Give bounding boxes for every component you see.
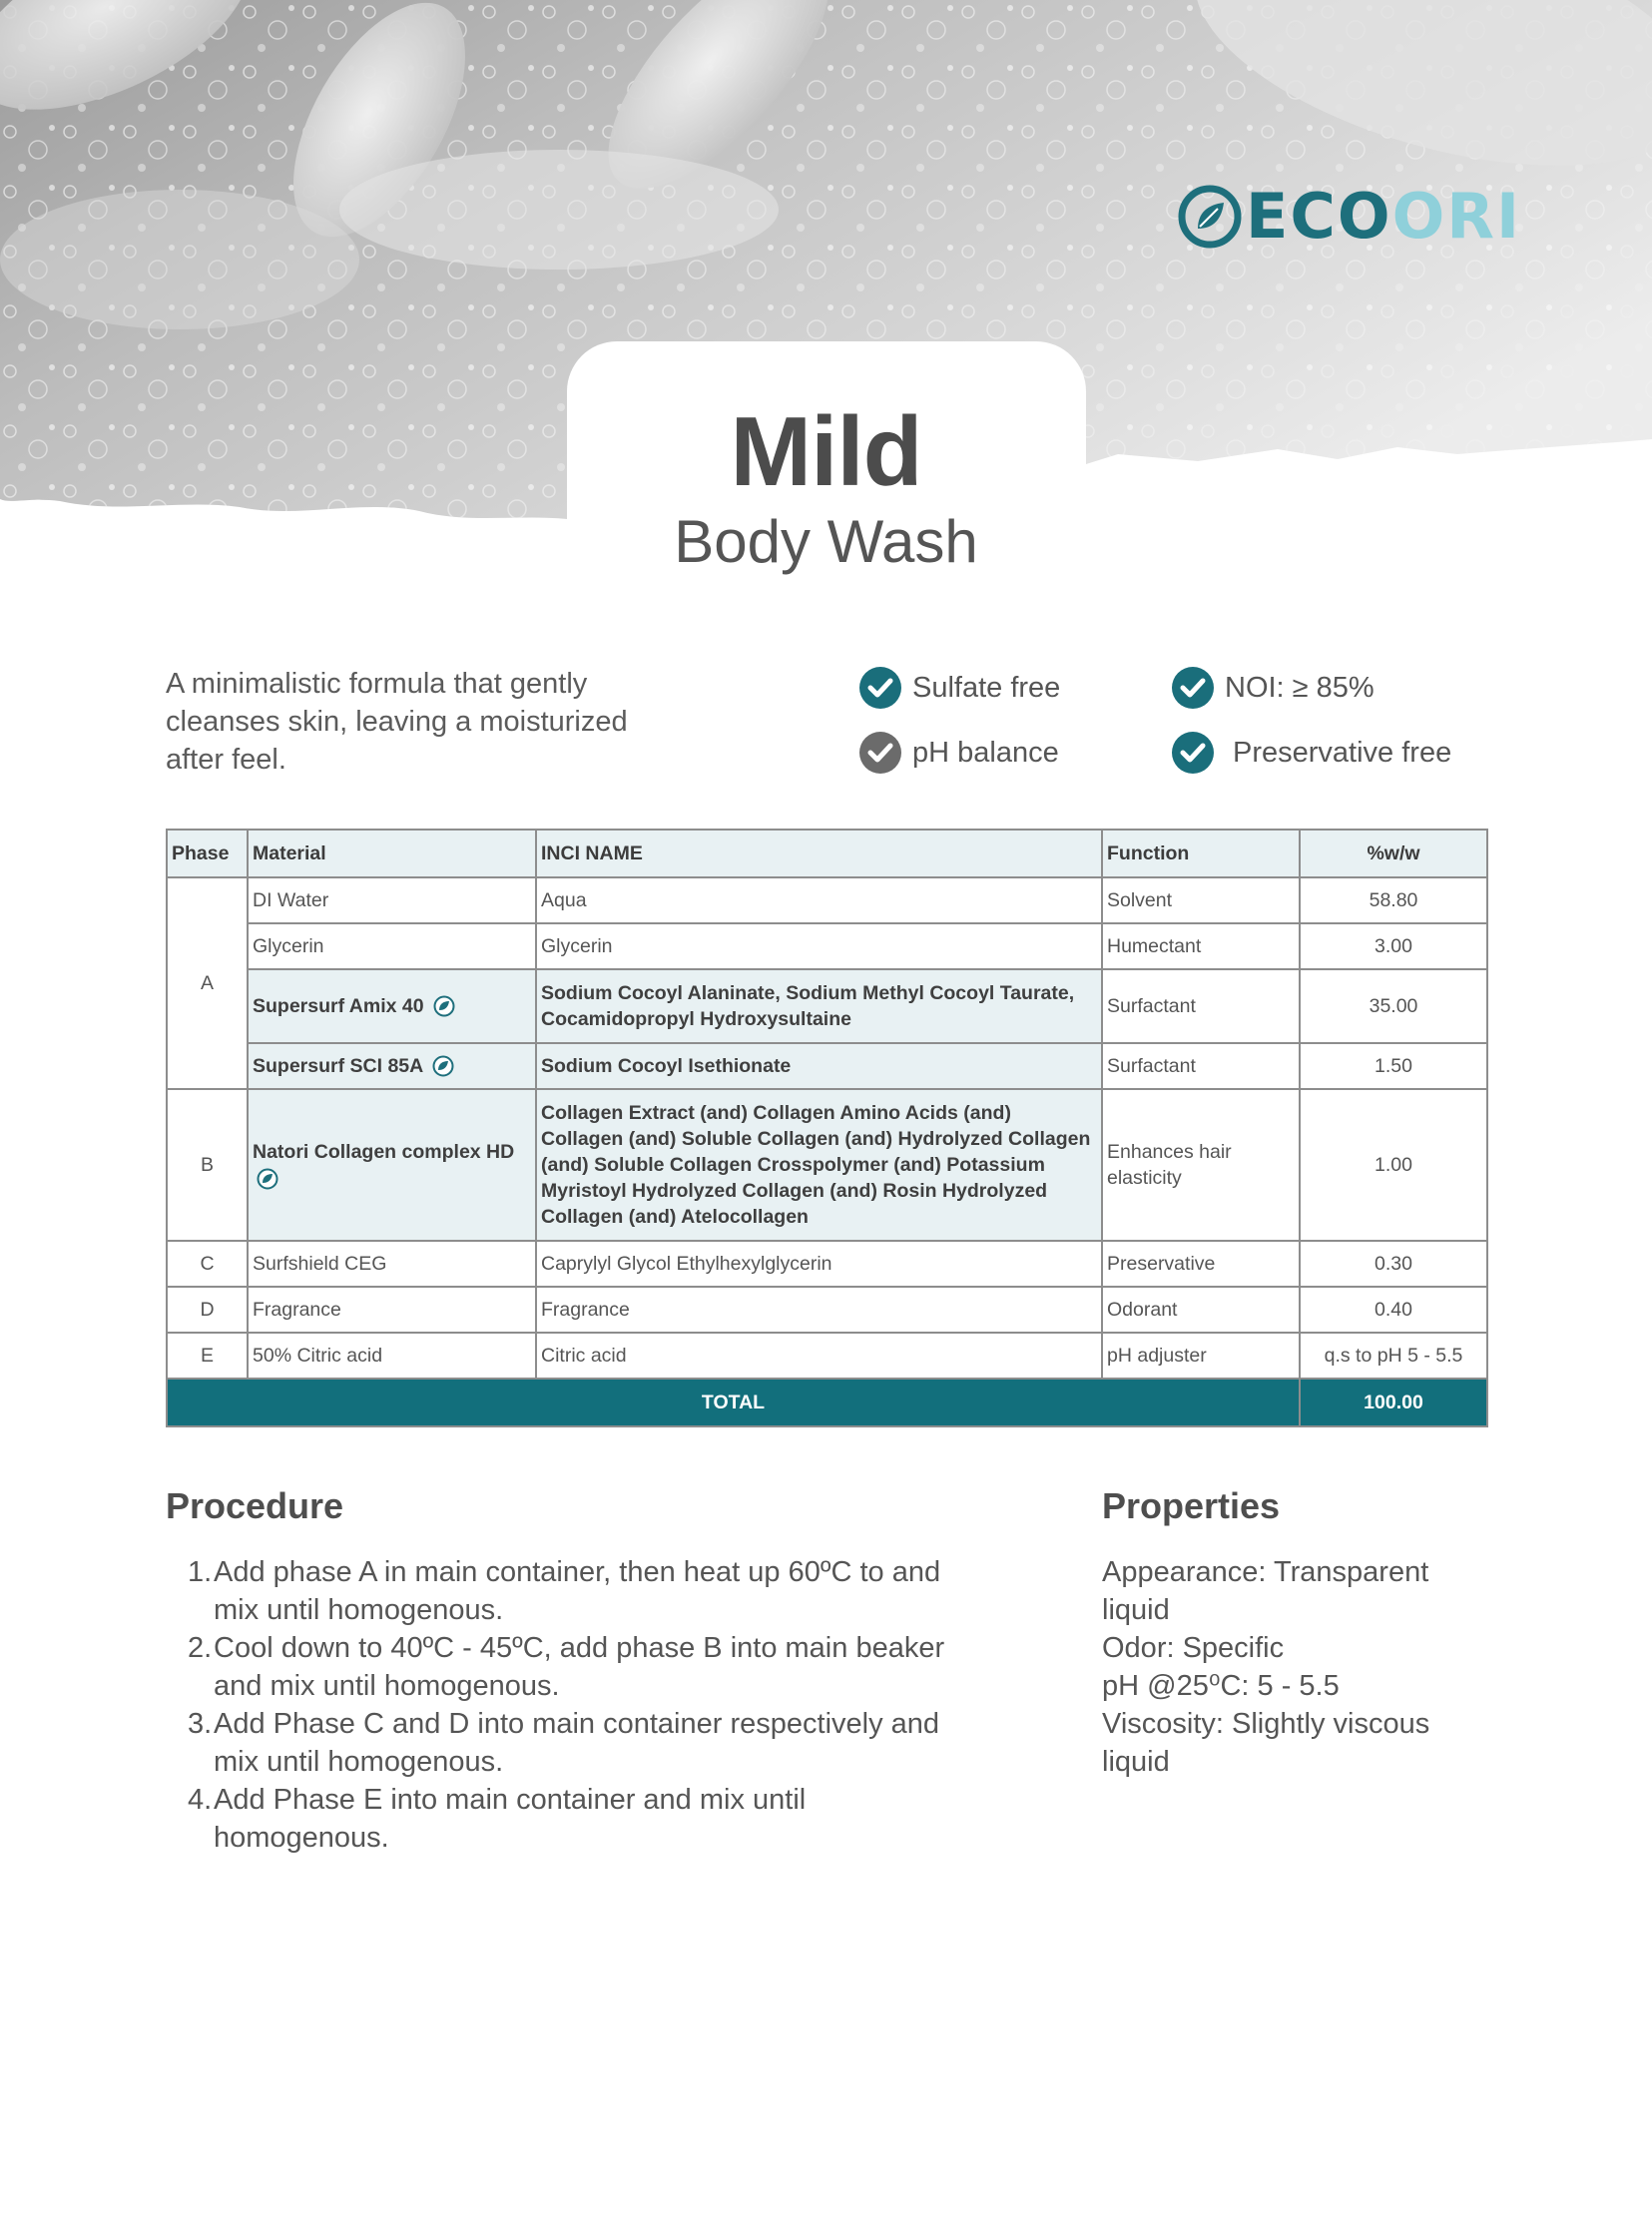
badge-label: Preservative free [1233,736,1452,769]
inci-cell: Collagen Extract (and) Collagen Amino Acids (and) Collagen (and) Soluble Collagen (and) Hydrolyzed Collagen (and) Soluble Collagen Crosspolymer (and) Potassium Myristoyl Hydrolyzed Collagen (and) Rosin Hydrolyzed Collagen (and) Atelocollagen [536,1089,1102,1241]
phase-cell: C [167,1241,248,1287]
table-row [167,1333,1487,1379]
total-row [167,1379,1487,1426]
header-function: Function [1102,830,1300,877]
check-circle-icon [858,666,902,710]
function-cell: Enhances hair elasticity [1102,1089,1300,1241]
step-number: 1. [188,1556,213,1588]
check-circle-icon [1171,666,1215,710]
percent-cell: 3.00 [1300,923,1487,969]
function-cell: Surfactant [1102,1043,1300,1089]
badge-label: Sulfate free [912,671,1061,704]
material-name: Supersurf SCI 85A [253,1054,423,1077]
percent-cell: 1.50 [1300,1043,1487,1089]
property-odor: Odor: Specific [1102,1632,1285,1664]
function-cell: Preservative [1102,1241,1300,1287]
table-row [167,923,1487,969]
material-cell: DI Water [248,877,536,923]
phase-cell: A [167,877,248,1089]
material-cell: Surfshield CEG [248,1241,536,1287]
step-text: Add Phase E into main container and mix until homogenous. [214,1784,807,1854]
badge-ph-balance [858,731,1059,775]
leaf-icon [432,1055,454,1077]
table-row [167,1287,1487,1333]
badge-label: pH balance [912,736,1059,769]
function-cell: Solvent [1102,877,1300,923]
material-cell: Fragrance [248,1287,536,1333]
header-percent: %w/w [1300,830,1487,877]
function-cell: Odorant [1102,1287,1300,1333]
badge-preservative-free [1171,731,1451,775]
procedure-step [188,1553,966,1629]
percent-cell: 1.00 [1300,1089,1487,1241]
inci-cell: Caprylyl Glycol Ethylhexylglycerin [536,1241,1102,1287]
percent-cell: 0.40 [1300,1287,1487,1333]
property-ph: pH @25⁰C: 5 - 5.5 [1102,1670,1340,1702]
step-text: Add phase A in main container, then heat up 60ºC to and mix until homogenous. [214,1556,941,1626]
procedure-heading: Procedure [166,1485,344,1526]
properties-heading: Properties [1102,1485,1281,1526]
percent-cell: 58.80 [1300,877,1487,923]
step-number: 4. [188,1784,213,1816]
function-cell: Humectant [1102,923,1300,969]
product-subtitle: Body Wash [674,508,978,575]
table-row [167,877,1487,923]
material-cell: Glycerin [248,923,536,969]
intro-text: A minimalistic formula that gently cleanses skin, leaving a moisturized after feel. [166,668,628,776]
phase-cell: D [167,1287,248,1333]
step-number: 3. [188,1708,213,1740]
percent-cell: 0.30 [1300,1241,1487,1287]
percent-cell: q.s to pH 5 - 5.5 [1300,1333,1487,1379]
inci-cell: Fragrance [536,1287,1102,1333]
inci-cell: Glycerin [536,923,1102,969]
total-value: 100.00 [1300,1379,1487,1426]
formula-table [166,829,1488,1427]
properties-list [1102,1553,1501,1781]
table-row [167,969,1487,1043]
material-cell [248,969,536,1043]
step-number: 2. [188,1632,213,1664]
total-label: TOTAL [167,1379,1300,1426]
leaf-logo-icon [1178,185,1242,249]
material-name: Supersurf Amix 40 [253,994,424,1017]
check-circle-icon [858,731,902,775]
badge-sulfate-free [858,666,1060,710]
check-circle-icon [1171,731,1215,775]
material-cell [248,1089,536,1241]
material-cell: 50% Citric acid [248,1333,536,1379]
material-name: Natori Collagen complex HD [253,1141,515,1163]
phase-cell: E [167,1333,248,1379]
function-cell: Surfactant [1102,969,1300,1043]
table-header-row [167,830,1487,877]
badge-label: NOI: ≥ 85% [1225,671,1375,704]
material-cell [248,1043,536,1089]
header-inci: INCI NAME [536,830,1102,877]
procedure-step [188,1705,966,1781]
step-text: Cool down to 40ºC - 45ºC, add phase B into main beaker and mix until homogenous. [214,1632,945,1702]
header-material: Material [248,830,536,877]
brand-logo [1178,180,1521,253]
table-row [167,1241,1487,1287]
table-row [167,1043,1487,1089]
percent-cell: 35.00 [1300,969,1487,1043]
brand-wordmark: ECOORI [1246,180,1522,253]
table-row [167,1089,1487,1241]
procedure-step [188,1629,966,1705]
header-phase: Phase [167,830,248,877]
product-title: Mild [730,396,922,506]
procedure-step [188,1781,966,1857]
leaf-icon [257,1168,278,1190]
property-viscosity: Viscosity: Slightly viscous liquid [1102,1708,1430,1778]
inci-cell: Citric acid [536,1333,1102,1379]
inci-cell: Sodium Cocoyl Isethionate [536,1043,1102,1089]
leaf-icon [433,995,455,1017]
inci-cell: Aqua [536,877,1102,923]
function-cell: pH adjuster [1102,1333,1300,1379]
badge-noi [1171,666,1375,710]
inci-cell: Sodium Cocoyl Alaninate, Sodium Methyl Cocoyl Taurate, Cocamidopropyl Hydroxysultaine [536,969,1102,1043]
step-text: Add Phase C and D into main container respectively and mix until homogenous. [214,1708,940,1778]
phase-cell: B [167,1089,248,1241]
procedure-list [188,1553,966,1857]
property-appearance: Appearance: Transparent liquid [1102,1556,1429,1626]
